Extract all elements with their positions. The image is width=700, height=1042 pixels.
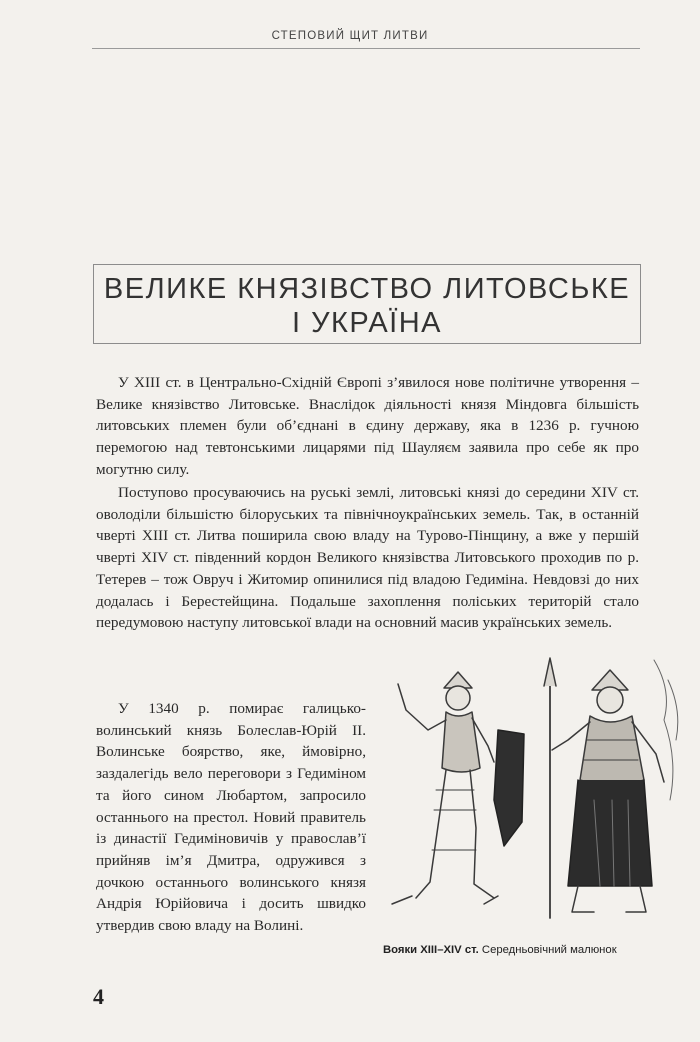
chapter-title-box	[93, 264, 641, 344]
chapter-title-line-2: І УКРАЇНА	[291, 307, 443, 339]
medieval-warriors-illustration	[372, 650, 682, 932]
running-head: СТЕПОВИЙ ЩИТ ЛИТВИ	[271, 30, 429, 42]
paragraph-1: У XIII ст. в Центрально-Східній Європі з’явилося нове політичне утворення – Велике князівство Литовське. Внаслідок діяльності князя Міндовга більшість литовських племен були об’єднані в єдину державу, яка в 1236 р. гучною перемогою над тевтонськими лицарями під Шауляєм заявила про себе як про могутню силу.	[96, 374, 639, 478]
chapter-title-line-1: ВЕЛИКЕ КНЯЗІВСТВО ЛИТОВСЬКЕ	[103, 273, 631, 305]
figure-caption	[383, 944, 617, 956]
figure-caption-bold: Вояки XIII–XIV ст.	[383, 944, 479, 956]
paragraph-2: Поступово просуваючись на руські землі, литовські князі до середини XIV ст. оволоділи більшістю білоруських та північноукраїнських земель. Так, в останній чверті XIII ст. Литва поширила свою владу на Турово-Пінщину, а вже у першій чверті XIV ст. південний кордон Великого князівства Литовського проходив по р. Тетерев – тож Овруч і Житомир опинилися під владою Гедиміна. Невдовзі до них додалась і Берестейщина. Подальше захоплення поліських територій стало передумовою наступу литовської влади на основний масив українських земель.	[96, 484, 639, 632]
page-number: 4	[93, 984, 104, 1009]
figure-caption-text: Середньовічний малюнок	[478, 944, 617, 956]
paragraph-3: У 1340 р. помирає галицько-волинський князь Болеслав-Юрій ІІ. Волинське боярство, яке, ймовірно, заздалегідь вело переговори з Гедиміном та його сином Любартом, запросило останнього на престол. Новий правитель із династії Гедиміновичів у православ’ї прийняв ім’я Дмитра, одружився з дочкою останнього волинського князя Андрія Юрійовича і досить швидко утвердив свою владу на Волині.	[96, 700, 366, 935]
header-rule	[92, 48, 640, 49]
